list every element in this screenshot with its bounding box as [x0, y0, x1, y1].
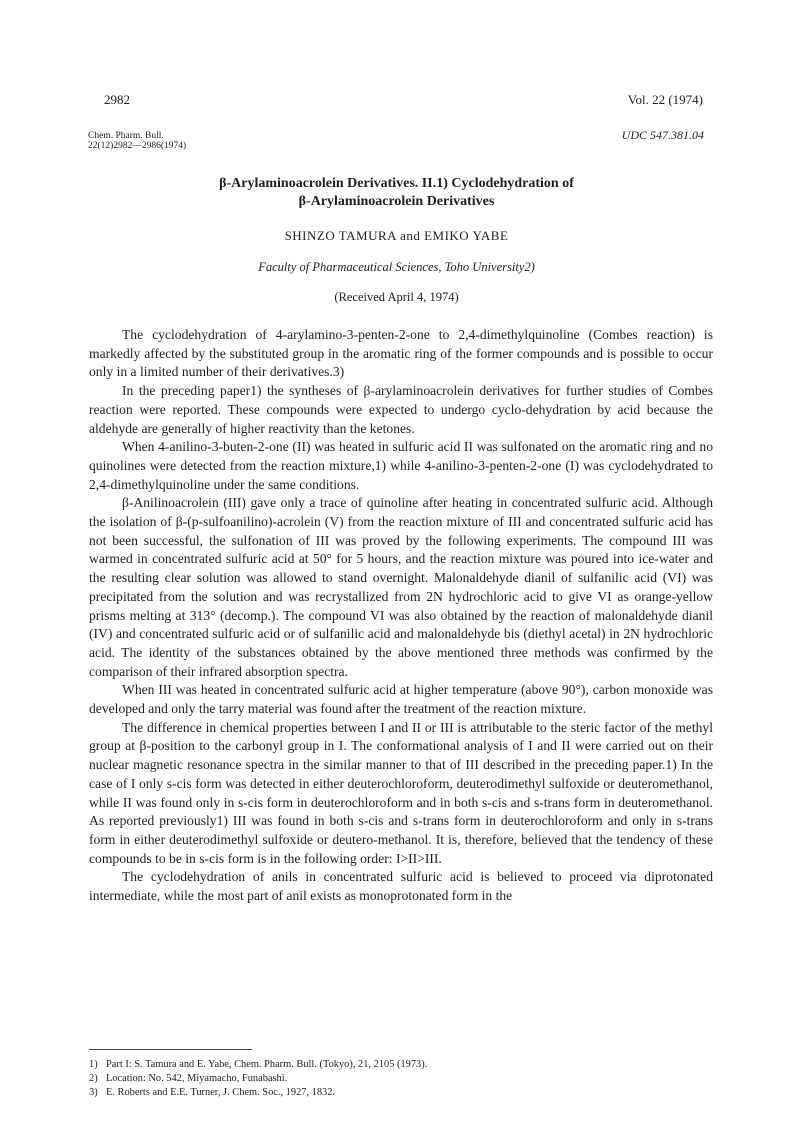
title-line-1: β-Arylaminoacrolein Derivatives. II.1) Cyclodehydration of [219, 176, 574, 191]
title-line-2: β-Arylaminoacrolein Derivatives [298, 194, 495, 209]
journal-citation-line2: 22(12)2982—2986(1974) [88, 141, 187, 151]
paragraph: In the preceding paper1) the syntheses of β-arylaminoacrolein derivatives for further studies of Combes reaction were reported. These compounds were expected to undergo cyclo-dehydration by acid because the aldehyde are generally of higher reactivity than the ketones. [89, 383, 713, 436]
footnote-number: 3) [89, 1087, 98, 1098]
footnote-number: 2) [89, 1073, 98, 1084]
footnote-2 [89, 1072, 713, 1086]
footnote-text: E. Roberts and E.E. Turner, J. Chem. Soc., 1927, 1832. [106, 1087, 336, 1098]
authors: SHINZO TAMURA and EMIKO YABE [284, 228, 509, 243]
page-number: 2982 [104, 92, 130, 107]
footnote-text: Location: No. 542, Miyamacho, Funabashi. [106, 1073, 288, 1084]
volume-info: Vol. 22 (1974) [627, 92, 703, 107]
journal-citation-line1: Chem. Pharm. Bull. [88, 131, 164, 141]
footnote-divider [89, 1049, 252, 1050]
paragraph: The difference in chemical properties between I and II or III is attributable to the steric factor of the methyl group at β-position to the carbonyl group in I. The conformational analysis of I and II were carried out on their nuclear magnetic resonance spectra in the similar manner to that of III described in the preceding paper.1) In the case of I only s-cis form was detected in either deuterochloroform, deuterodimethyl sulfoxide or deuteromethanol, while II was found only in s-cis form in deuterochloroform and in both s-cis and s-trans form in deuteromethanol. As reported previously1) III was found in both s-cis and s-trans form in deuterochloroform and only in s-trans form in either deuterodimethyl sulfoxide or deutero-methanol. It is, therefore, believed that the tendency of these compounds to be in s-cis form is in the following order: I>II>III. [89, 719, 713, 866]
footnote-text: Part I: S. Tamura and E. Yabe, Chem. Pharm. Bull. (Tokyo), 21, 2105 (1973). [106, 1059, 428, 1070]
footnote-3 [89, 1086, 713, 1100]
footnotes [89, 1058, 713, 1100]
article-body [89, 326, 713, 906]
journal-citation [88, 131, 186, 151]
paragraph: When 4-anilino-3-buten-2-one (II) was heated in sulfuric acid II was sulfonated on the aromatic ring and no quinolines were detected from the reaction mixture,1) while 4-anilino-3-penten-2-one (I) was cyclodehydrated to 2,4-dimethylquinoline under the same conditions. [89, 439, 713, 492]
paragraph: The cyclodehydration of 4-arylamino-3-penten-2-one to 2,4-dimethylquinoline (Combes reaction) is markedly affected by the substituted group in the aromatic ring of the former compounds and is possible to occur only in a limited number of their derivatives.3) [89, 327, 713, 380]
footnote-number: 1) [89, 1059, 98, 1070]
received-date: (Received April 4, 1974) [334, 290, 459, 304]
paragraph: β-Anilinoacrolein (III) gave only a trace of quinoline after heating in concentrated sulfuric acid. Although the isolation of β-(p-sulfoanilino)-acrolein (V) from the reaction mixture of III and concentrated sulfuric acid has not been successful, the sulfonation of III was proved by the following experiments. The compound III was warmed in concentrated sulfuric acid at 50° for 5 hours, and the reaction mixture was poured into ice-water and the resulting clear solution was allowed to stand overnight. Malonaldehyde dianil of sulfanilic acid (VI) was precipitated from the solution and was recrystallized from 2N hydrochloric acid to give VI as orange-yellow prisms melting at 313° (decomp.). The compound VI was also obtained by the reaction of malonaldehyde dianil (IV) and concentrated sulfuric acid or of sulfanilic acid and malonaldehyde bis (diethyl acetal) in 2N hydrochloric acid. The identity of the substances obtained by the above mentioned three methods was confirmed by the comparison of their infrared absorption spectra. [89, 495, 713, 679]
paragraph: When III was heated in concentrated sulfuric acid at higher temperature (above 90°), carbon monoxide was developed and only the tarry material was found after the treatment of the reaction mixture. [89, 682, 713, 717]
paragraph: The cyclodehydration of anils in concentrated sulfuric acid is believed to proceed via diprotonated intermediate, while the most part of anil exists as monoprotonated form in the [89, 869, 713, 904]
article-title [0, 175, 793, 211]
affiliation: Faculty of Pharmaceutical Sciences, Toho University2) [258, 260, 535, 274]
udc-code: UDC 547.381.04 [621, 128, 704, 142]
footnote-1 [89, 1058, 713, 1072]
